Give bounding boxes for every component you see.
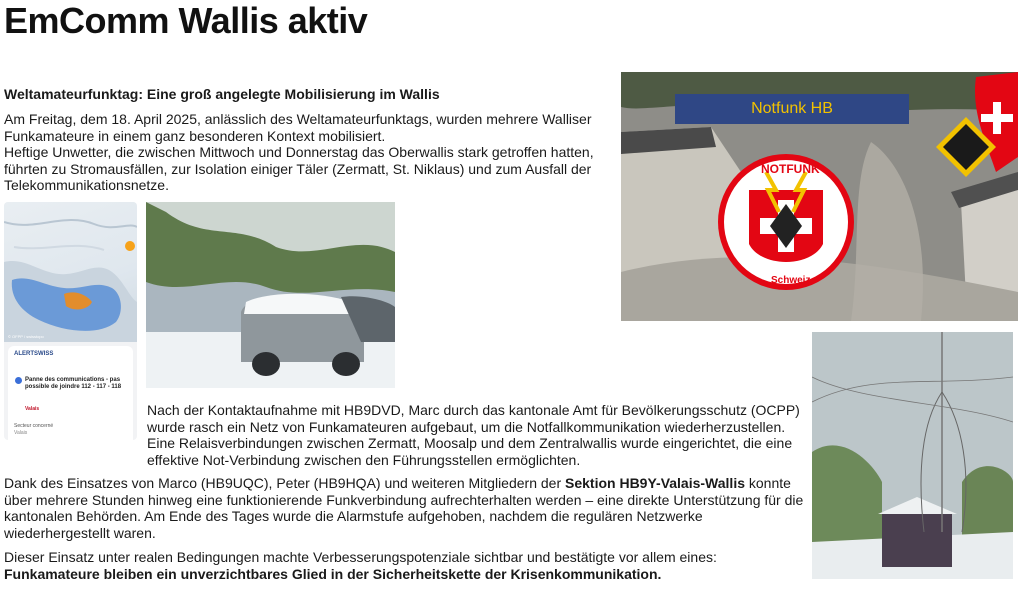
section-name: Sektion HB9Y-Valais-Wallis bbox=[565, 475, 745, 491]
info-icon bbox=[15, 377, 22, 384]
paragraph-conclusion bbox=[4, 549, 804, 582]
notfunk-logo-top-text: NOTFUNK bbox=[761, 162, 820, 176]
notfunk-logo-bottom-text: Schweiz bbox=[771, 275, 811, 286]
map-area bbox=[4, 202, 137, 342]
sector-value: Valais bbox=[14, 430, 28, 436]
conclusion-line: Dieser Einsatz unter realen Bedingungen machte Verbesserungspotenziale sichtbar und bestätigte vor allem eines: bbox=[4, 549, 717, 565]
sector-label: Secteur concerné bbox=[14, 423, 54, 429]
intro-line-2: Heftige Unwetter, die zwischen Mittwoch und Donnerstag das Oberwallis stark getroffen hatten, führten zu Stromausfällen, zur Isolation einiger Täler (Zermatt, St. Niklaus) und zum Ausfall der Telekommunikationsnetze. bbox=[4, 144, 594, 193]
notfunk-hb-image bbox=[621, 72, 1018, 321]
alert-region-chip: Valais bbox=[25, 406, 40, 412]
snow-car-photo bbox=[146, 202, 395, 388]
intro-paragraph bbox=[4, 111, 614, 194]
thanks-text-before: Dank des Einsatzes von Marco (HB9UQC), Peter (HB9HQA) und weiteren Mitgliedern der bbox=[4, 475, 565, 491]
intro-line-1: Am Freitag, dem 18. April 2025, anlässlich des Weltamateurfunktags, wurden mehrere Walliser Funkamateure in einem ganz besonderen Kontext mobilisiert. bbox=[4, 111, 592, 144]
alert-card bbox=[8, 346, 133, 440]
conclusion-bold: Funkamateure bleiben ein unverzichtbares Glied in der Sicherheitskette der Krisenkommunikation. bbox=[4, 565, 662, 582]
antenna-graphic bbox=[812, 332, 1013, 579]
notfunk-banner: Notfunk HB bbox=[675, 94, 909, 124]
thanks-text-after: konnte über mehrere Stunden hinweg eine funktionierende Funkverbindung aufrechterhalten werden – eine direkte Unterstützung für die kantonalen Behörden. Am Ende des Tages wurde die Alarmstufe aufgehoben, nachdem die regulären Netzwerke wiederhergestellt waren. bbox=[4, 475, 804, 541]
page-title: EmComm Wallis aktiv bbox=[4, 0, 368, 41]
paragraph-contact: Nach der Kontaktaufnahme mit HB9DVD, Marc durch das kantonale Amt für Bevölkerungsschutz (OCPP) wurde rasch ein Netz von Funkamateuren aufgebaut, um die Notfallkommunikation wiederherzustellen. Eine Relaisverbindungen zwischen Zermatt, Moosalp und dem Zentralwallis wurde eingerichtet, die eine effektive Not-Verbindung zwischen den Führungsstellen ermöglichten. bbox=[147, 402, 800, 468]
paragraph-thanks bbox=[4, 475, 804, 541]
article-heading: Weltamateurfunktag: Eine groß angelegte Mobilisierung im Wallis bbox=[4, 86, 440, 102]
snow-car-graphic bbox=[146, 202, 395, 388]
map-credit: © OFPP / swisstopo bbox=[8, 334, 44, 339]
alertswiss-brand: ALERTSWISS bbox=[14, 351, 54, 357]
alert-text: Panne des communications - pas possible de joindre 112 - 117 - 118 bbox=[25, 377, 122, 390]
map-graphic bbox=[4, 202, 137, 342]
antenna-photo bbox=[812, 332, 1013, 579]
alertswiss-map-image bbox=[4, 202, 137, 440]
